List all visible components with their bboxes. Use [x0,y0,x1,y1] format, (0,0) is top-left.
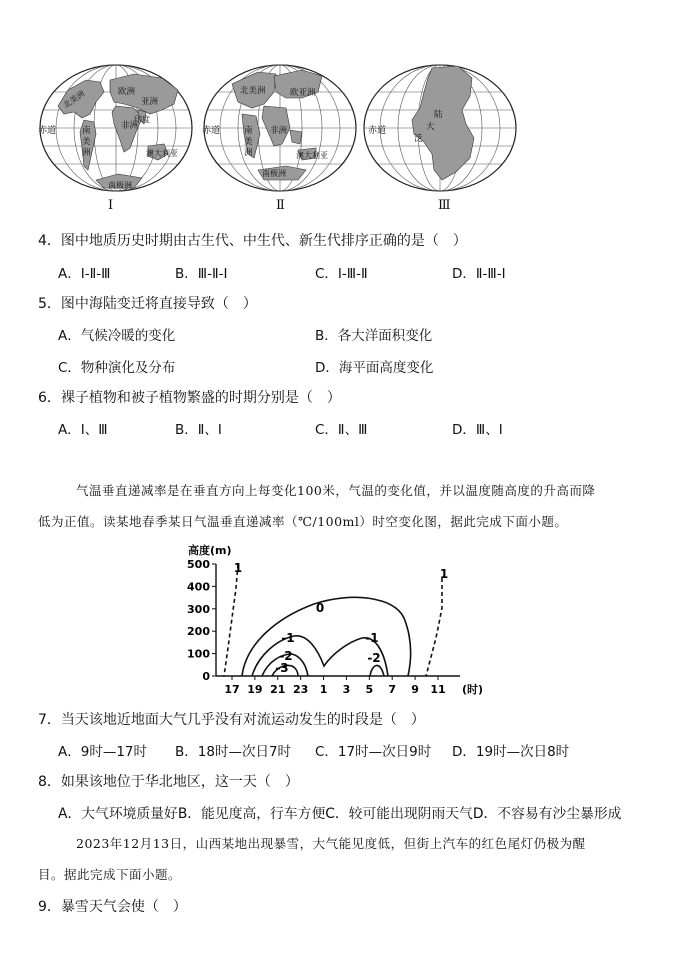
map-2-africa: 非洲 [270,126,288,136]
x-tick-label-2: 21 [270,683,286,696]
q5-option-d[interactable]: D．海平面高度变化 [315,360,434,376]
map-3-pangaea-2: 大 [426,122,435,132]
q7-stem: 7．当天该地近地面大气几乎没有对流运动发生的时段是（ ） [38,712,425,728]
q7-option-c[interactable]: C．17时—次日9时 [315,744,432,760]
q4-option-a[interactable]: A．Ⅰ-Ⅱ-Ⅲ [58,266,111,282]
isoline-label-1: 0 [315,601,325,615]
map-3-pangaea-1: 泛 [414,134,423,144]
q4-option-c[interactable]: C．Ⅰ-Ⅲ-Ⅱ [315,266,368,282]
x-tick-label-4: 1 [319,683,328,696]
map-2-globe [202,62,358,218]
map-3 [362,62,518,218]
x-tick-label-3: 23 [293,683,309,696]
isoline-label-0: 1 [233,561,243,575]
map-2-eurasia: 欧亚洲 [290,88,316,98]
q4-option-d[interactable]: D．Ⅱ-Ⅲ-Ⅰ [452,266,506,282]
map-1-india: 印度 [134,115,150,124]
isoline-neg2-right [370,665,384,676]
q7-option-d[interactable]: D．19时—次日8时 [452,744,570,760]
x-tick-label-7: 7 [388,683,397,696]
map-1-label: Ⅰ [108,198,114,213]
chart-axes [212,564,460,680]
q5-option-b[interactable]: B．各大洋面积变化 [315,328,433,344]
isoline-label-2: -1 [281,631,295,645]
chart-svg [180,538,484,706]
map-2-australia: 澳大利亚 [296,151,328,160]
map-2-antarctica: 南极洲 [262,169,286,178]
map-1-australia: 澳大利亚 [146,149,178,158]
y-axis-title: 高度(m) [188,544,232,557]
isoline-label-7: 1 [439,567,449,581]
map-1-equator: 赤道 [38,126,57,136]
map-1 [38,62,194,218]
q9-stem: 9．暴雪天气会使（ ） [38,899,187,915]
map-3-label: Ⅲ [438,198,451,213]
q5-stem: 5．图中海陆变迁将直接导致（ ） [38,296,257,312]
map-3-pangaea-3: 陆 [434,110,443,120]
passage-2-line-2: 目。据此完成下面小题。 [38,867,182,882]
map-1-north-america: 北美洲 [61,88,87,111]
y-tick-label-0: 0 [202,670,210,683]
q7-option-b[interactable]: B．18时—次日7时 [175,744,292,760]
isoline-label-3: -2 [279,649,293,663]
map-2 [202,62,358,218]
y-tick-label-5: 500 [187,558,210,571]
isolines [224,564,442,676]
passage-1-line-1: 气温垂直递减率是在垂直方向上每变化100米，气温的变化值，并以温度随高度的升高而降 [76,483,596,498]
q4-option-b[interactable]: B．Ⅲ-Ⅱ-Ⅰ [175,266,228,282]
x-tick-label-9: 11 [430,683,446,696]
map-2-label: Ⅱ [276,198,285,213]
lapse-rate-chart [180,538,484,706]
passage-1-line-2: 低为正值。读某地春季某日气温垂直递减率（℃/100ml）时空变化图，据此完成下面小题。 [38,514,568,529]
map-1-europe: 欧洲 [118,87,136,97]
map-1-africa: 非洲 [121,121,139,131]
map-2-equator: 赤道 [202,126,221,136]
y-tick-label-4: 400 [187,580,210,594]
isoline-label-5: -1 [365,631,379,645]
map-3-globe [362,62,518,218]
q6-option-c[interactable]: C．Ⅱ、Ⅲ [315,422,368,438]
map-3-equator: 赤道 [368,126,387,136]
isoline-1-right [426,578,442,676]
q8-stem: 8．如果该地位于华北地区，这一天（ ） [38,774,299,790]
map-1-globe [38,62,194,218]
q6-option-d[interactable]: D．Ⅲ、Ⅰ [452,422,503,438]
q6-stem: 6．裸子植物和被子植物繁盛的时期分别是（ ） [38,390,341,406]
map-2-south-america: 南美洲 [244,126,253,158]
isoline-label-6: -2 [367,651,381,665]
y-tick-label-2: 200 [187,625,210,639]
map-2-north-america: 北美洲 [240,86,266,96]
map-1-south-america: 南美洲 [82,126,91,158]
isoline-1-left [224,564,238,676]
x-tick-label-1: 19 [247,683,263,696]
y-tick-label-3: 300 [187,602,210,616]
y-tick-label-1: 100 [187,647,210,661]
q5-option-c[interactable]: C．物种演化及分布 [58,360,176,376]
map-1-asia: 亚洲 [141,97,159,107]
x-tick-label-6: 5 [365,683,374,696]
x-tick-label-8: 9 [411,683,419,696]
x-axis-title: (时) [462,683,484,696]
q5-option-a[interactable]: A．气候冷暖的变化 [58,328,176,344]
passage-2-line-1: 2023年12月13日，山西某地出现暴雪，大气能见度低，但街上汽车的红色尾灯仍极为醒 [76,836,586,851]
q6-option-b[interactable]: B．Ⅱ、Ⅰ [175,422,222,438]
x-tick-label-5: 3 [342,683,351,696]
q7-option-a[interactable]: A．9时—17时 [58,744,148,760]
map-1-antarctica: 南极洲 [108,181,132,190]
chart-labels [187,543,483,696]
q8-options[interactable]: A．大气环境质量好B．能见度高，行车方便C．较可能出现阴雨天气D．不容易有沙尘暴形成 [58,806,622,822]
q4-stem: 4．图中地质历史时期由古生代、中生代、新生代排序正确的是（ ） [38,233,467,249]
q6-option-a[interactable]: A．Ⅰ、Ⅲ [58,422,108,438]
x-tick-label-0: 17 [224,683,240,696]
isoline-label-4: -3 [275,661,289,675]
